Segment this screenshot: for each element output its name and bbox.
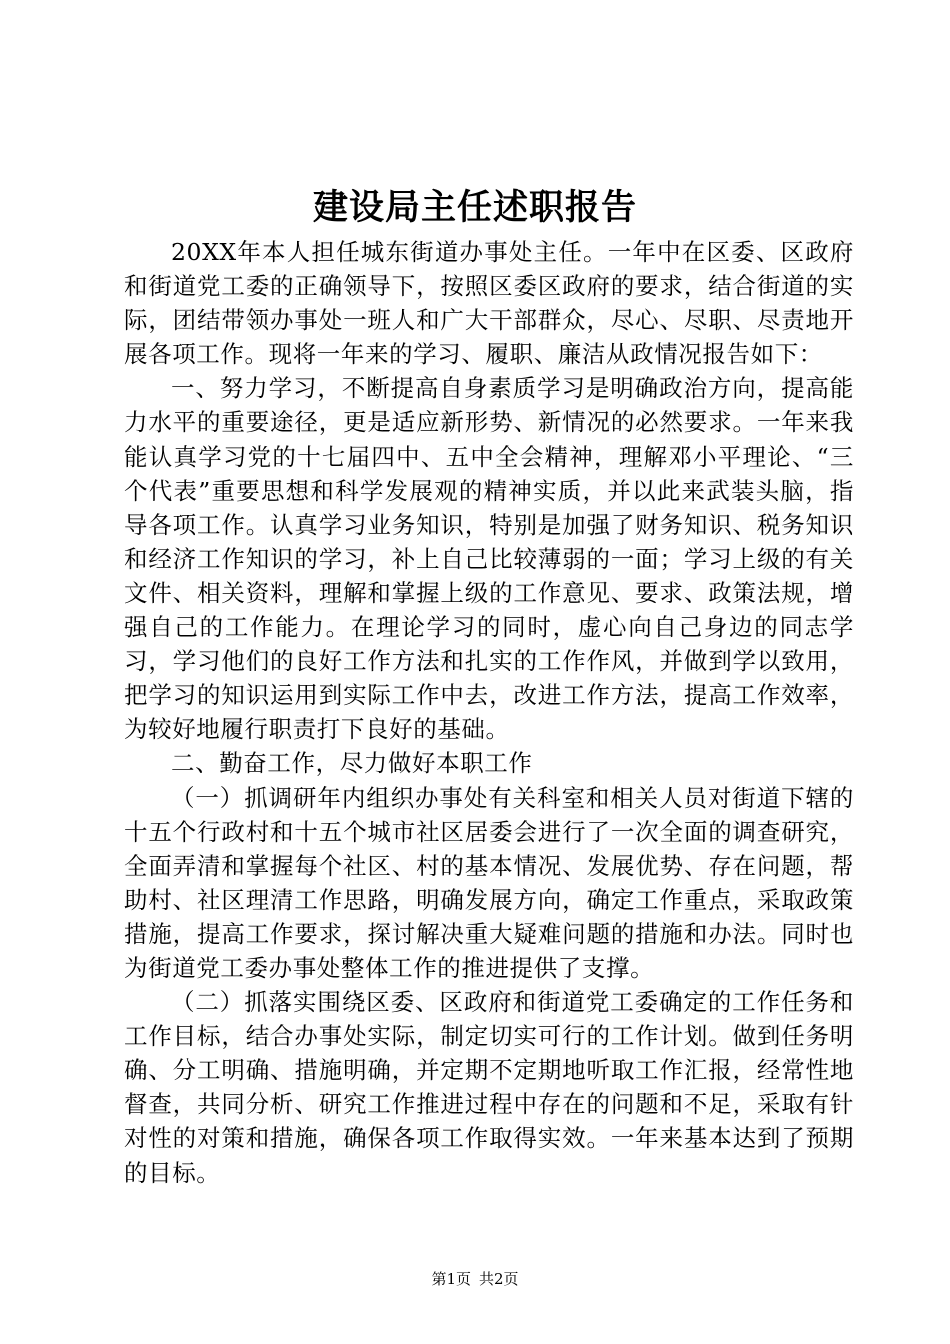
subsection-implementation-paragraph: （二）抓落实围绕区委、区政府和街道党工委确定的工作任务和工作目标，结合办事处实际，制定切实可行的工作计划。做到任务明确、分工明确、措施明确，并定期不定期地听取工作汇报，经常性地督查，共同分析、研究工作推进过程中存在的问题和不足，采取有针对性的对策和措施，确保各项工作取得实效。一年来基本达到了预期的目标。 — [124, 988, 854, 1187]
document-body — [124, 235, 854, 1190]
section-one-paragraph: 一、努力学习，不断提高自身素质学习是明确政治方向，提高能力水平的重要途径，更是适应新形势、新情况的必然要求。一年来我能认真学习党的十七届四中、五中全会精神，理解邓小平理论、“三个代表”重要思想和科学发展观的精神实质，并以此来武装头脑，指导各项工作。认真学习业务知识，特别是加强了财务知识、税务知识和经济工作知识的学习，补上自己比较薄弱的一面；学习上级的有关文件、相关资料，理解和掌握上级的工作意见、要求、政策法规，增强自己的工作能力。在理论学习的同时，虚心向自己身边的同志学习，学习他们的良好工作方法和扎实的工作作风，并做到学以致用，把学习的知识运用到实际工作中去，改进工作方法，提高工作效率，为较好地履行职责打下良好的基础。 — [124, 374, 854, 744]
page-total: 共2页 — [479, 1270, 519, 1288]
document-title: 建设局主任述职报告 — [312, 187, 637, 228]
section-two-heading: 二、勤奋工作，尽力做好本职工作 — [171, 749, 533, 778]
subsection-research-paragraph: （一）抓调研年内组织办事处有关科室和相关人员对街道下辖的十五个行政村和十五个城市社区居委会进行了一次全面的调查研究，全面弄清和掌握每个社区、村的基本情况、发展优势、存在问题，帮助村、社区理清工作思路，明确发展方向，确定工作重点，采取政策措施，提高工作要求，探讨解决重大疑难问题的措施和办法。同时也为街道党工委办事处整体工作的推进提供了支撑。 — [124, 783, 854, 982]
intro-paragraph: 20XX年本人担任城东街道办事处主任。一年中在区委、区政府和街道党工委的正确领导下，按照区委区政府的要求，结合街道的实际，团结带领办事处一班人和广大干部群众，尽心、尽职、尽责地开展各项工作。现将一年来的学习、履职、廉洁从政情况报告如下： — [124, 238, 854, 369]
page-footer — [0, 1268, 950, 1290]
page-number: 第1页 — [431, 1270, 471, 1288]
